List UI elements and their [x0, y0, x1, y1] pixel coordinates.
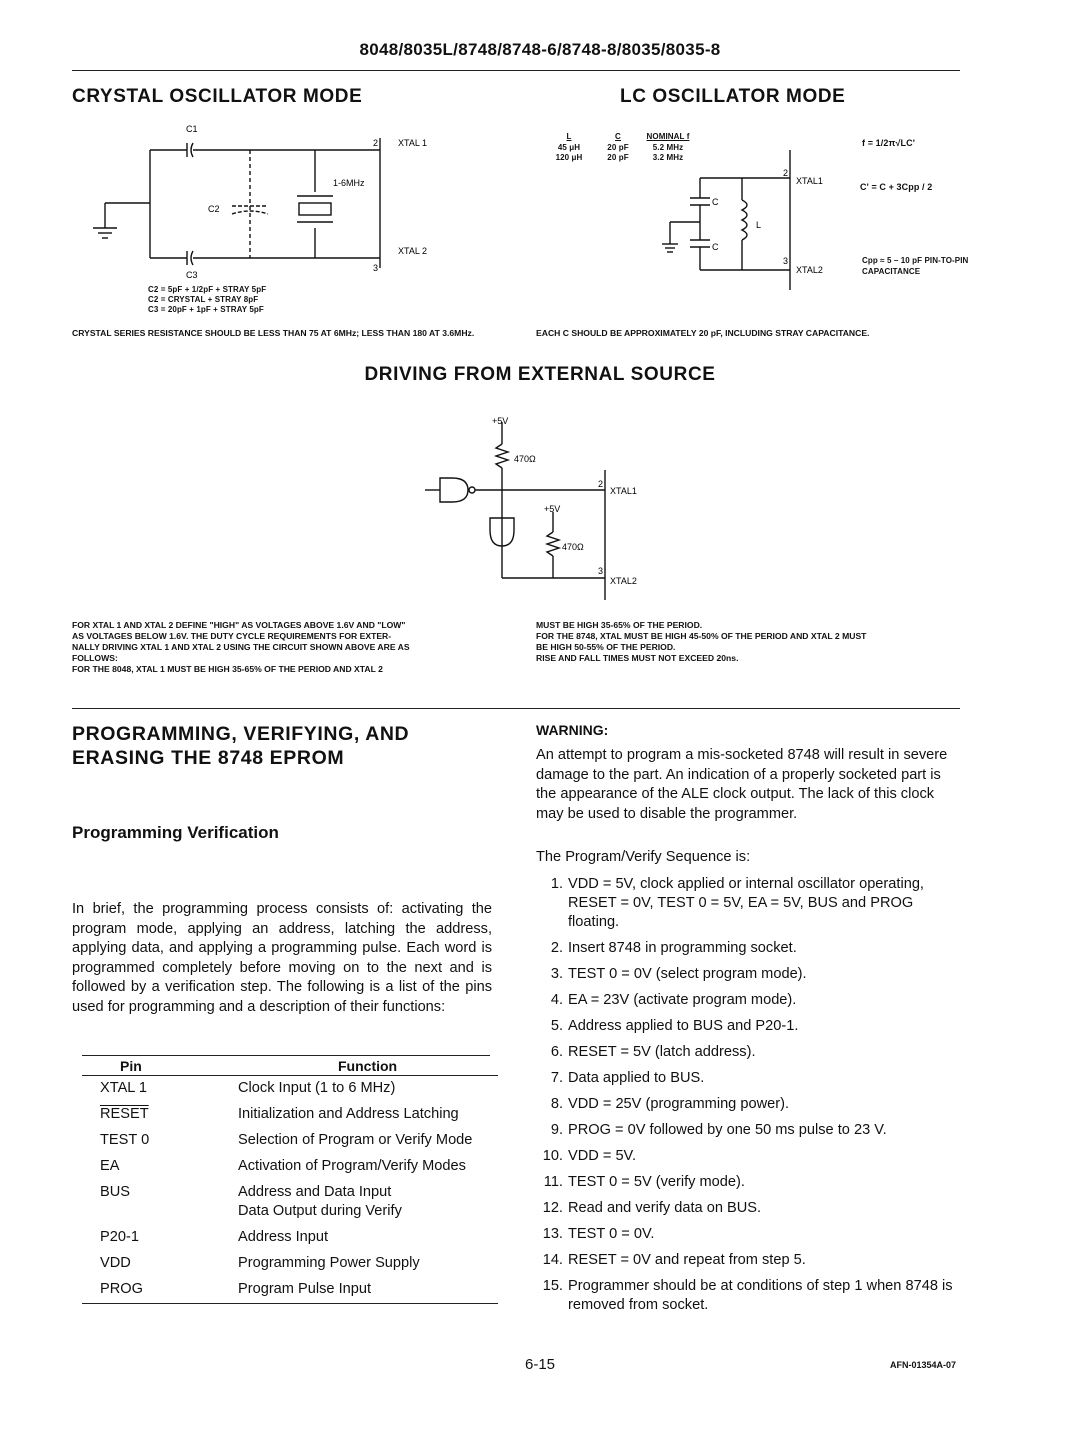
note-line: FOR THE 8048, XTAL 1 MUST BE HIGH 35-65% OF THE PERIOD AND XTAL 2 [72, 664, 383, 674]
step-number: 15. [542, 1278, 563, 1294]
step-text: VDD = 5V. [568, 1148, 637, 1164]
external-pin3-label: 3 [598, 566, 604, 576]
step-number: 10. [542, 1148, 563, 1164]
lc-formula-f: f = 1/2π√LC' [862, 138, 915, 148]
step-item [536, 1043, 956, 1062]
step-item [536, 1095, 956, 1114]
document-code: AFN-01354A-07 [890, 1360, 957, 1370]
function-cell: Address Input [238, 1229, 329, 1245]
lc-cell: 3.2 MHz [652, 153, 684, 162]
lc-header-f: NOMINAL f [646, 132, 690, 141]
crystal-pin3-label: 3 [373, 263, 379, 273]
step-number: 12. [542, 1200, 563, 1216]
lc-c-label: C [712, 242, 719, 252]
external-section-title: DRIVING FROM EXTERNAL SOURCE [364, 364, 716, 385]
lc-section-title: LC OSCILLATOR MODE [620, 86, 846, 107]
programming-subtitle: Programming Verification [72, 823, 279, 842]
crystal-value-line: C2 = 5pF + 1/2pF + STRAY 5pF [148, 285, 267, 294]
crystal-note: CRYSTAL SERIES RESISTANCE SHOULD BE LESS THAN 75 AT 6MHz; LESS THAN 180 AT 3.6MHz. [72, 328, 475, 338]
warning-title: WARNING: [536, 722, 609, 738]
table-row [82, 1277, 498, 1304]
lc-pin2-label: 2 [783, 168, 789, 178]
pin-cell: EA [100, 1158, 120, 1174]
step-item [536, 1225, 956, 1244]
function-cell: Selection of Program or Verify Mode [238, 1132, 473, 1148]
function-cell: Clock Input (1 to 6 MHz) [238, 1080, 396, 1096]
table-row [82, 1128, 498, 1154]
lc-cell: 45 μH [557, 142, 581, 152]
step-text: Address applied to BUS and P20-1. [568, 1018, 799, 1034]
step-item [536, 1017, 956, 1036]
programming-title-line1: PROGRAMMING, VERIFYING, AND [72, 723, 410, 745]
external-vcc2-label: +5V [544, 504, 561, 514]
step-item [536, 875, 956, 932]
crystal-value-line: C2 = CRYSTAL + STRAY 8pF [148, 295, 259, 304]
pin-header: Pin [120, 1058, 142, 1074]
crystal-freq-label: 1-6MHz [333, 178, 365, 188]
step-text: RESET = 5V (latch address). [568, 1044, 756, 1060]
external-res-label: 470Ω [514, 454, 536, 464]
step-item [536, 939, 956, 958]
step-text: TEST 0 = 5V (verify mode). [568, 1174, 745, 1190]
lc-oscillator-schematic [640, 150, 840, 290]
lc-xtal2-label: XTAL2 [796, 265, 823, 275]
crystal-values [148, 285, 266, 315]
function-cell: Program Pulse Input [238, 1281, 372, 1297]
step-number: 11. [543, 1174, 563, 1190]
lc-cpp-note: Cpp ≈ 5 – 10 pF PIN-TO-PIN CAPACITANCE [862, 256, 969, 276]
lc-header-c: C [615, 132, 621, 141]
function-cell: Address and Data Input Data Output during Verify [238, 1184, 402, 1219]
lc-note: EACH C SHOULD BE APPROXIMATELY 20 pF, INCLUDING STRAY CAPACITANCE. [536, 328, 870, 338]
crystal-section-title: CRYSTAL OSCILLATOR MODE [72, 86, 363, 107]
table-row [82, 1180, 498, 1225]
programming-title [72, 722, 409, 770]
note-line: FOR THE 8748, XTAL MUST BE HIGH 45-50% OF THE PERIOD AND XTAL 2 MUST [536, 631, 867, 641]
external-note-right [536, 620, 986, 664]
pin-table-container [82, 1055, 498, 1304]
step-number: 14. [542, 1252, 563, 1268]
crystal-value-line: C3 = 20pF + 1pF + STRAY 5pF [148, 305, 264, 314]
crystal-xtal1-label: XTAL 1 [398, 138, 428, 148]
pin-cell: P20-1 [100, 1229, 139, 1245]
step-item [536, 1199, 956, 1218]
external-note-left [72, 620, 532, 675]
header-rule [72, 70, 960, 71]
step-text: TEST 0 = 0V (select program mode). [568, 966, 807, 982]
step-text: Programmer should be at conditions of step 1 when 8748 is removed from socket. [568, 1278, 953, 1313]
external-pin2-label: 2 [598, 479, 604, 489]
note-line: BE HIGH 50-55% OF THE PERIOD. [536, 642, 676, 652]
lc-cell: 120 μH [555, 153, 583, 162]
step-text: RESET = 0V and repeat from step 5. [568, 1252, 806, 1268]
step-item [536, 1251, 956, 1270]
c3-label: C3 [186, 270, 198, 280]
external-vcc-label: +5V [492, 416, 509, 426]
step-text: Read and verify data on BUS. [568, 1200, 762, 1216]
programming-title-line2: ERASING THE 8748 EPROM [72, 747, 345, 769]
step-number: 5. [550, 1018, 563, 1034]
external-source-schematic [420, 410, 660, 610]
lc-l-label: L [756, 220, 762, 230]
c1-label: C1 [186, 124, 198, 134]
table-row [82, 1225, 498, 1251]
lc-cell: 20 pF [607, 153, 629, 162]
step-item [536, 965, 956, 984]
lc-pin3-label: 3 [783, 256, 789, 266]
table-row [82, 1251, 498, 1277]
program-verify-steps [536, 875, 956, 1322]
pin-cell: BUS [100, 1184, 131, 1200]
step-item [536, 1173, 956, 1192]
sequence-intro: The Program/Verify Sequence is: [536, 849, 751, 865]
note-line: AS VOLTAGES BELOW 1.6V. THE DUTY CYCLE REQUIREMENTS FOR EXTER- [72, 631, 392, 641]
pin-cell: XTAL 1 [100, 1080, 148, 1096]
function-cell: Activation of Program/Verify Modes [238, 1158, 466, 1174]
note-line: RISE AND FALL TIMES MUST NOT EXCEED 20ns. [536, 653, 739, 663]
warning-paragraph: An attempt to program a mis-socketed 8748 will result in severe damage to the part. An indication of a properly socketed part is the appearance of the ALE clock output. The lack of this clock may be used to disable the programmer. [536, 747, 948, 822]
step-item [536, 1277, 956, 1315]
lc-cell: 20 pF [607, 142, 629, 152]
lc-header-l: L [566, 132, 572, 141]
external-res2-label: 470Ω [562, 542, 584, 552]
step-text: EA = 23V (activate program mode). [568, 992, 797, 1008]
step-number: 1. [550, 876, 563, 892]
step-item [536, 1147, 956, 1166]
section-rule [72, 708, 960, 709]
step-number: 3. [550, 966, 563, 982]
programming-paragraph: In brief, the programming process consists of: activating the program mode, applying an address, latching the address, applying data, and applying a programming pulse. Each word is programmed completely before moving on to the next and is followed by a verification step. The following is a list of the pins used for programming and a description of their functions: [72, 901, 492, 1015]
step-number: 4. [550, 992, 563, 1008]
lc-formula-c: C' = C + 3Cpp / 2 [860, 182, 933, 192]
note-line: FOLLOWS: [72, 653, 118, 663]
step-item [536, 991, 956, 1010]
step-text: TEST 0 = 0V. [568, 1226, 655, 1242]
step-number: 2. [550, 940, 563, 956]
step-text: Insert 8748 in programming socket. [568, 940, 797, 956]
table-row [82, 1154, 498, 1180]
function-cell: Initialization and Address Latching [238, 1106, 459, 1122]
step-text: VDD = 5V, clock applied or internal oscillator operating, RESET = 0V, TEST 0 = 5V, EA = 5V, BUS and PROG floating. [568, 876, 924, 930]
lc-cell: 5.2 MHz [652, 142, 684, 152]
crystal-oscillator-schematic [90, 118, 460, 283]
note-line: MUST BE HIGH 35-65% OF THE PERIOD. [536, 620, 703, 630]
pin-function-table [82, 1056, 498, 1304]
c2-label: C2 [208, 204, 220, 214]
pin-cell: RESET [100, 1106, 149, 1122]
note-line: NALLY DRIVING XTAL 1 AND XTAL 2 USING THE CIRCUIT SHOWN ABOVE ARE AS [72, 642, 410, 652]
pin-cell: VDD [100, 1255, 131, 1271]
step-item [536, 1121, 956, 1140]
lc-c-label: C [712, 197, 719, 207]
step-text: PROG = 0V followed by one 50 ms pulse to 23 V. [568, 1122, 887, 1138]
step-text: Data applied to BUS. [568, 1070, 705, 1086]
pin-cell: TEST 0 [100, 1132, 150, 1148]
step-number: 9. [550, 1122, 563, 1138]
crystal-pin2-label: 2 [373, 138, 379, 148]
page-header-title: 8048/8035L/8748/8748-6/8748-8/8035/8035-8 [359, 40, 721, 59]
function-cell: Programming Power Supply [238, 1255, 420, 1271]
function-header: Function [338, 1058, 398, 1074]
external-xtal1-label: XTAL1 [610, 486, 637, 496]
pin-cell: PROG [100, 1281, 143, 1297]
table-row [82, 1076, 498, 1103]
step-number: 13. [542, 1226, 563, 1242]
note-line: FOR XTAL 1 AND XTAL 2 DEFINE "HIGH" AS VOLTAGES ABOVE 1.6V AND "LOW" [72, 620, 406, 630]
page-number: 6-15 [524, 1356, 556, 1373]
step-item [536, 1069, 956, 1088]
step-number: 6. [550, 1044, 563, 1060]
step-text: VDD = 25V (programming power). [568, 1096, 790, 1112]
table-row [82, 1102, 498, 1128]
external-xtal2-label: XTAL2 [610, 576, 637, 586]
step-number: 8. [550, 1096, 563, 1112]
lc-xtal1-label: XTAL1 [796, 176, 823, 186]
step-number: 7. [550, 1070, 563, 1086]
crystal-xtal2-label: XTAL 2 [398, 246, 428, 256]
